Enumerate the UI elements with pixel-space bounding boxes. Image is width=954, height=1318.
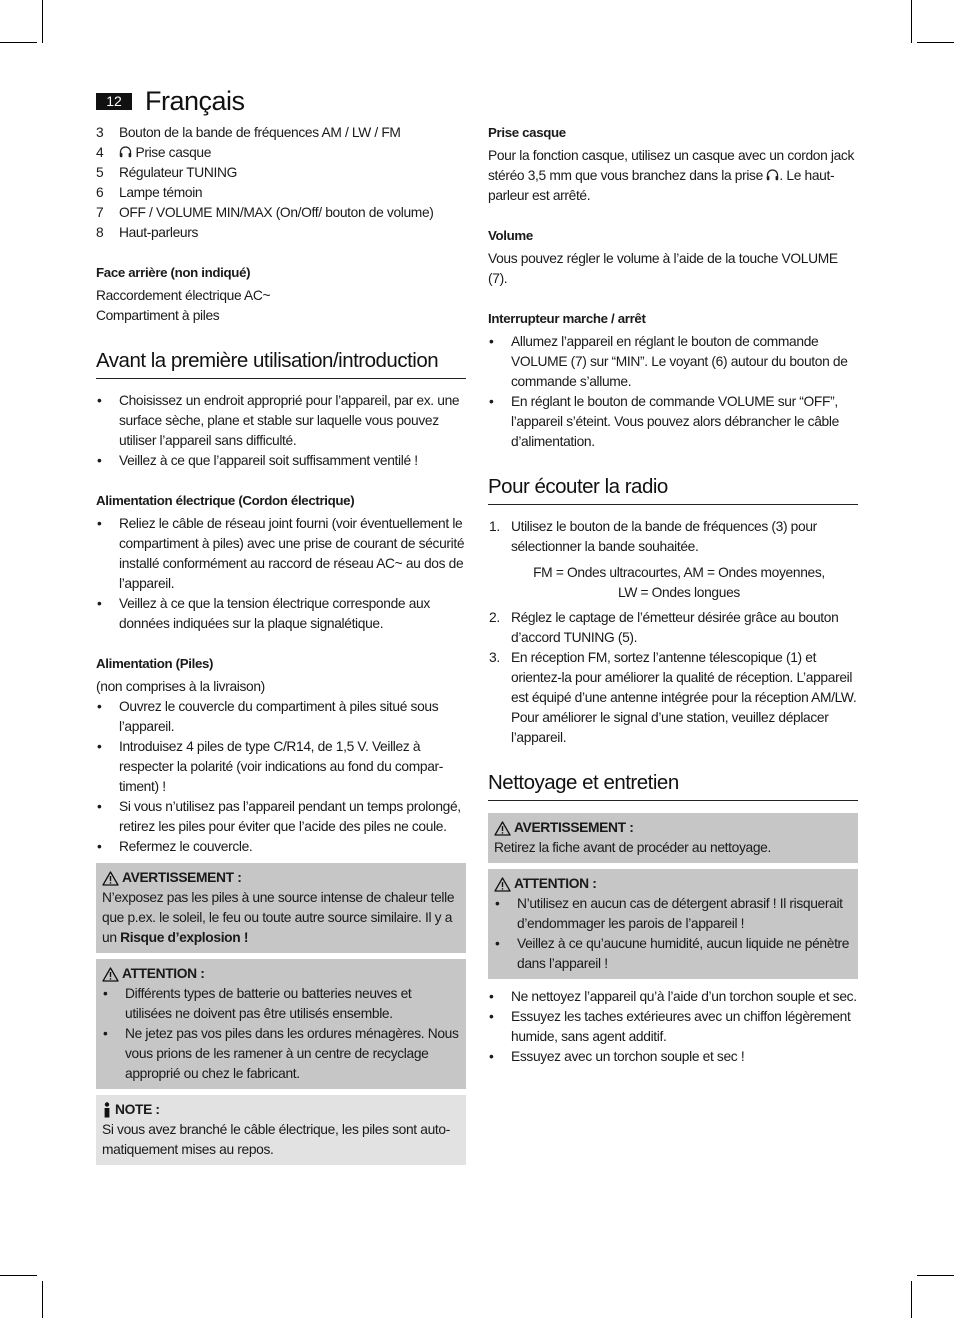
warning-bold: Risque d’explosion ! xyxy=(120,930,249,945)
headphone-icon xyxy=(119,146,132,158)
attention-box xyxy=(96,959,466,1089)
attention-box xyxy=(488,869,858,979)
warning-icon xyxy=(494,821,511,836)
bullet-item: • Essuyez avec un torchon souple et sec ! xyxy=(489,1049,745,1064)
radio-heading: Pour écouter la radio xyxy=(488,474,858,505)
warning-text: Retirez la fiche avant de procéder au nettoyage. xyxy=(494,840,771,855)
first-use-heading: Avant la première utilisation/introduction xyxy=(96,348,466,379)
crop-mark xyxy=(911,0,912,43)
band-line: FM = Ondes ultracourtes, AM = Ondes moyennes, xyxy=(533,565,825,580)
bullet-item: • Allumez l’appareil en réglant le bouton de commande VOLUME (7) sur “MIN”. Le voyant (6) autour du bouton de commande s’allume. xyxy=(489,334,848,389)
list-item: 6 Lampe témoin xyxy=(96,185,203,200)
bullet-item: • Veillez à ce que la tension électrique corresponde aux données indiquées sur la plaque signalétique. xyxy=(97,596,430,631)
rear-heading: Face arrière (non indiqué) xyxy=(96,265,251,280)
headphone-icon xyxy=(766,169,779,181)
warning-box xyxy=(488,813,858,863)
left-column xyxy=(96,123,466,1165)
info-icon xyxy=(102,1102,112,1118)
warning-title: AVERTISSEMENT : xyxy=(514,820,634,835)
bullet-item: • En réglant le bouton de commande VOLUME sur “OFF”, l’appareil s’éteint. Vous pouvez alors débrancher le câble d’alimentation. xyxy=(489,394,839,449)
numbered-step: 3. En réception FM, sortez l’antenne télescopique (1) et orientez-la pour améliorer la qualité de réception. L’appareil est équipé d’une antenne intégrée pour la réception AM/LW. Pour améliorer le signal d’une station, veuillez déplacer l’appareil. xyxy=(489,650,857,745)
list-item: 3 Bouton de la bande de fréquences AM / LW / FM xyxy=(96,125,401,140)
numbered-step: 1. Utilisez le bouton de la bande de fréquences (3) pour sélectionner la bande souhaitée. xyxy=(489,519,817,554)
bullet-item: • N’utilisez en aucun cas de détergent abrasif ! Il risquerait d’endommager les parois de l’appareil ! xyxy=(495,896,843,931)
bullet-item: • Veillez à ce qu’aucune humidité, aucun liquide ne pénètre dans l’appareil ! xyxy=(495,936,850,971)
rear-line: Raccordement électrique AC~ xyxy=(96,288,271,303)
band-line: LW = Ondes longues xyxy=(618,585,740,600)
batteries-heading: Alimentation (Piles) xyxy=(96,656,214,671)
crop-mark xyxy=(917,1275,954,1276)
bullet-item: • Ne jetez pas vos piles dans les ordures ménagères. Nous vous prions de les ramener à un centre de recyclage approprié ou chez le fabricant. xyxy=(103,1026,459,1081)
list-item: 5 Régulateur TUNING xyxy=(96,165,238,180)
bullet-item: • Différents types de batterie ou batteries neuves et utilisées ne doivent pas être utilisés ensemble. xyxy=(103,986,412,1021)
numbered-step: 2. Réglez le captage de l’émetteur désirée grâce au bouton d’accord TUNING (5). xyxy=(489,610,839,645)
note-box xyxy=(96,1095,466,1165)
bullet-item: • Reliez le câble de réseau joint fourni (voir éventuellement le compartiment à piles) avec une prise de courant de sécurité installé conformément au raccord de réseau AC~ au dos de l’appareil. xyxy=(97,516,465,591)
warning-icon xyxy=(102,871,119,886)
bullet-item: • Essuyez les taches extérieures avec un chiffon légèrement humide, sans agent additif. xyxy=(489,1009,851,1044)
page-title: Français xyxy=(145,86,245,116)
cleaning-heading: Nettoyage et entretien xyxy=(488,770,858,801)
note-title: NOTE : xyxy=(115,1102,160,1117)
headphone-heading: Prise casque xyxy=(488,125,566,140)
warning-box xyxy=(96,863,466,953)
note-text: Si vous avez branché le câble électrique, les piles sont automatiquement mises au repos. xyxy=(102,1122,451,1157)
warning-text: N’exposez pas les piles à une source intense de chaleur telle que p.ex. le soleil, le feu ou toute autre source similaire. Il y a un xyxy=(102,890,455,945)
bullet-item: • Si vous n’utilisez pas l’appareil pendant un temps prolongé, retirez les piles pour éviter que l’acide des piles ne coule. xyxy=(97,799,461,834)
headphone-text-end: . Le haut-parleur est arrêté. xyxy=(488,168,835,203)
power-cord-heading: Alimentation électrique (Cordon électrique) xyxy=(96,493,355,508)
crop-mark xyxy=(42,0,43,43)
list-item: 8 Haut-parleurs xyxy=(96,225,199,240)
crop-mark xyxy=(0,1275,37,1276)
crop-mark xyxy=(917,42,954,43)
attention-title: ATTENTION : xyxy=(122,966,205,981)
bullet-item: • Choisissez un endroit approprié pour l’appareil, par ex. une surface sèche, plane et stable sur laquelle vous pouvez utiliser l’appareil sans difficulté. xyxy=(97,393,460,448)
batteries-note: (non comprises à la livraison) xyxy=(96,679,265,694)
warning-icon xyxy=(102,967,119,982)
list-item: 7 OFF / VOLUME MIN/MAX (On/Off/ bouton de volume) xyxy=(96,205,434,220)
bullet-item: • Ne nettoyez l’appareil qu’à l’aide d’un torchon souple et sec. xyxy=(489,989,857,1004)
page-number: 12 xyxy=(96,93,132,110)
attention-title: ATTENTION : xyxy=(514,876,597,891)
crop-mark xyxy=(0,42,37,43)
power-switch-heading: Interrupteur marche / arrêt xyxy=(488,311,646,326)
bullet-item: • Veillez à ce que l’appareil soit suffisamment ventilé ! xyxy=(97,453,418,468)
crop-mark xyxy=(911,1281,912,1318)
list-item: 4 Prise casque xyxy=(96,145,212,160)
bullet-item: • Refermez le couvercle. xyxy=(97,839,253,854)
volume-heading: Volume xyxy=(488,228,533,243)
crop-mark xyxy=(42,1281,43,1318)
right-column xyxy=(488,123,858,1067)
warning-icon xyxy=(494,877,511,892)
bullet-item: • Introduisez 4 piles de type C/R14, de 1,5 V. Veillez à respecter la polarité (voir indications au fond du compartiment) ! xyxy=(97,739,444,794)
volume-text: Vous pouvez régler le volume à l’aide de la touche VOLUME (7). xyxy=(488,251,838,286)
headphone-text: Pour la fonction casque, utilisez un casque avec un cordon jack stéréo 3,5 mm que vous branchez dans la prise xyxy=(488,148,855,183)
warning-title: AVERTISSEMENT : xyxy=(122,870,242,885)
bullet-item: • Ouvrez le couvercle du compartiment à piles situé sous l’appareil. xyxy=(97,699,439,734)
rear-line: Compartiment à piles xyxy=(96,308,220,323)
